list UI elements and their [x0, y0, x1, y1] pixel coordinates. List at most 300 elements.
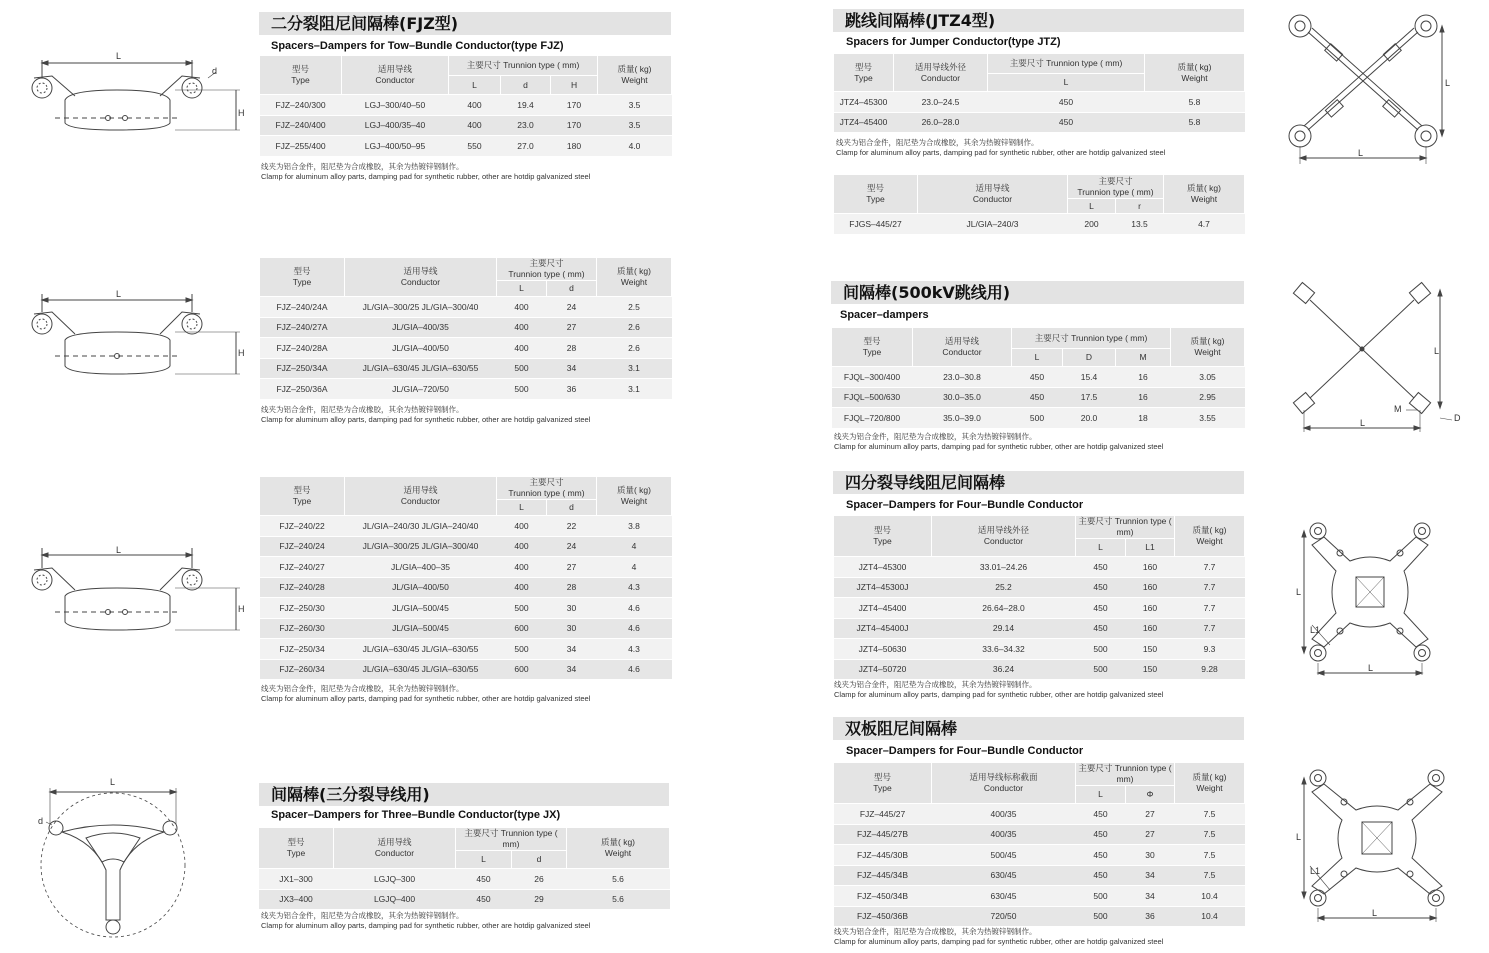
- weight-header: 质量( kg) Weight: [1171, 328, 1245, 367]
- table-cell: 23.0–30.8: [913, 367, 1012, 388]
- table-row: [832, 387, 1245, 408]
- weight-header: 质量( kg) Weight: [1175, 763, 1245, 804]
- weight-header: 质量( kg) Weight: [597, 258, 672, 297]
- table-cell: 16: [1116, 387, 1171, 408]
- table-cell: 200: [1068, 214, 1116, 235]
- dim-L-vertical-label: L: [1434, 346, 1440, 356]
- dimension-col-header: L: [1076, 539, 1126, 557]
- table-cell: JL/GIA–400/50: [345, 338, 497, 359]
- type-header: 型号 Type: [834, 54, 894, 92]
- fjz-title: 二分裂阻尼间隔棒(FJZ型): [259, 12, 671, 35]
- table-cell: FJZ–450/34B: [834, 886, 932, 907]
- dimension-header: 主要尺寸 Trunnion type ( mm): [1076, 516, 1175, 539]
- double-plate-spacer-drawing: [1290, 762, 1465, 927]
- conductor-header: 适用导线 Conductor: [913, 328, 1012, 367]
- table-row: [834, 598, 1245, 619]
- table-cell: 28: [547, 338, 597, 359]
- table-cell: 400: [497, 557, 547, 578]
- table-cell: 25.2: [932, 577, 1076, 598]
- table-cell: FJZ–240/28A: [260, 338, 345, 359]
- table-cell: 4: [597, 557, 672, 578]
- table-cell: 24: [547, 297, 597, 318]
- table-row: [260, 577, 672, 598]
- table-cell: 30: [1126, 845, 1175, 866]
- fjgs-table: [833, 174, 1245, 235]
- table-cell: 36: [547, 379, 597, 400]
- dimension-header: 主要尺寸 Trunnion type ( mm): [1076, 763, 1175, 786]
- table-cell: FJZ–255/400: [260, 136, 342, 157]
- fjql-title: 间隔棒(500kV跳线用): [831, 281, 1244, 304]
- table-cell: 2.95: [1171, 387, 1245, 408]
- table-cell: 5.6: [567, 869, 670, 890]
- conductor-header: 适用导线 Conductor: [345, 477, 497, 516]
- table-row: [260, 536, 672, 557]
- table-cell: 30: [547, 598, 597, 619]
- conductor-header: 适用导线 Conductor: [918, 175, 1068, 214]
- type-header: 型号 Type: [260, 56, 342, 95]
- table-cell: 27: [547, 317, 597, 338]
- table-cell: 720/50: [932, 906, 1076, 927]
- dimension-col-header: r: [1116, 199, 1164, 214]
- table-cell: 3.1: [597, 358, 672, 379]
- table-cell: 450: [456, 889, 512, 910]
- table-cell: 30: [547, 618, 597, 639]
- jx-table: [258, 827, 670, 910]
- dim-L-label: L: [1368, 663, 1374, 673]
- table-cell: FJZ–240/400: [260, 115, 342, 136]
- table-cell: JZT4–45300: [834, 557, 932, 578]
- weight-header: 质量( kg) Weight: [567, 828, 670, 869]
- table-cell: 4.6: [597, 659, 672, 680]
- table-cell: 7.5: [1175, 804, 1245, 825]
- table-cell: 18: [1116, 408, 1171, 429]
- fjz-table: [259, 55, 672, 157]
- table-row: [834, 804, 1245, 825]
- table-cell: 34: [547, 659, 597, 680]
- dim-H-label: H: [238, 108, 245, 118]
- dimension-col-header: H: [551, 76, 598, 95]
- table-cell: 450: [1076, 865, 1126, 886]
- table-row: [834, 845, 1245, 866]
- table-cell: FJZ–445/27: [834, 804, 932, 825]
- table-cell: 150: [1126, 639, 1175, 660]
- weight-header: 质量( kg) Weight: [1164, 175, 1245, 214]
- dimension-col-header: d: [501, 76, 551, 95]
- table-cell: 400: [449, 95, 501, 116]
- table-cell: FJZ–240/27A: [260, 317, 345, 338]
- table-cell: 3.05: [1171, 367, 1245, 388]
- type-header: 型号 Type: [832, 328, 913, 367]
- table-row: [260, 516, 672, 537]
- table-cell: 30.0–35.0: [913, 387, 1012, 408]
- double-plate-subtitle: Spacer–Dampers for Four–Bundle Conductor: [846, 745, 1084, 757]
- table-cell: 3.55: [1171, 408, 1245, 429]
- table-row: [260, 557, 672, 578]
- table-row: [832, 367, 1245, 388]
- table-cell: 7.7: [1175, 577, 1245, 598]
- type-header: 型号 Type: [259, 828, 334, 869]
- table-cell: FJZ–240/28: [260, 577, 345, 598]
- table-cell: 450: [456, 869, 512, 890]
- table-cell: 400: [497, 317, 547, 338]
- table-cell: 34: [1126, 865, 1175, 886]
- table-cell: 29.14: [932, 618, 1076, 639]
- table-cell: 450: [1076, 557, 1126, 578]
- table-cell: 500: [497, 379, 547, 400]
- dim-L-label: L: [1360, 418, 1366, 428]
- table-cell: 400: [497, 536, 547, 557]
- dimension-col-header: d: [547, 281, 597, 297]
- table-cell: 27.0: [501, 136, 551, 157]
- table-cell: 450: [988, 92, 1145, 113]
- table-cell: 34: [1126, 886, 1175, 907]
- table-cell: FJZ–250/34: [260, 639, 345, 660]
- dimension-header: 主要尺寸 Trunnion type ( mm): [497, 258, 597, 281]
- jtz4-table: [833, 53, 1245, 133]
- three-bundle-spacer-drawing: [36, 770, 186, 950]
- table-cell: 600: [497, 659, 547, 680]
- table-cell: 4.6: [597, 618, 672, 639]
- dimension-header: 主要尺寸 Trunnion type ( mm): [988, 54, 1145, 74]
- dim-L-label: L: [116, 51, 122, 61]
- table-cell: 500: [1012, 408, 1063, 429]
- table-cell: JL/GIA–240/3: [918, 214, 1068, 235]
- table-cell: JL/GIA–300/25 JL/GIA–300/40: [345, 297, 497, 318]
- table-cell: JL/GIA–240/30 JL/GIA–240/40: [345, 516, 497, 537]
- jtz4-note: 线夹为铝合金件，阻尼垫为合成橡胶，其余为热镀锌钢制作。 Clamp for aluminum alloy parts, damping pad for synthetic rubber, other are hotdip galvanized steel: [836, 138, 1166, 157]
- table-cell: LGJ–300/40–50: [342, 95, 449, 116]
- table-cell: 160: [1126, 598, 1175, 619]
- table-cell: JTZ4–45300: [834, 92, 894, 113]
- dimension-col-header: Φ: [1126, 786, 1175, 804]
- jtz4-title: 跳线间隔棒(JTZ4型): [833, 9, 1244, 32]
- table-cell: 9.3: [1175, 639, 1245, 660]
- table-cell: 150: [1126, 659, 1175, 680]
- table-cell: 29: [512, 889, 567, 910]
- table-cell: 160: [1126, 618, 1175, 639]
- table-cell: 27: [1126, 804, 1175, 825]
- table-cell: 450: [1076, 804, 1126, 825]
- table-cell: 400: [497, 516, 547, 537]
- table-cell: 170: [551, 95, 598, 116]
- table-cell: 34: [547, 639, 597, 660]
- table-cell: 400/35: [932, 824, 1076, 845]
- fjz-a-table: [259, 257, 672, 400]
- table-cell: FJZ–250/36A: [260, 379, 345, 400]
- table-row: [834, 557, 1245, 578]
- table-cell: 19.4: [501, 95, 551, 116]
- table-cell: 630/45: [932, 865, 1076, 886]
- table-cell: 450: [1076, 618, 1126, 639]
- table-cell: 400/35: [932, 804, 1076, 825]
- table-row: [834, 112, 1245, 133]
- dimension-col-header: L: [497, 281, 547, 297]
- four-bundle-note: 线夹为铝合金件，阻尼垫为合成橡胶，其余为热镀锌钢制作。 Clamp for aluminum alloy parts, damping pad for synthetic rubber, other are hotdip galvanized steel: [834, 680, 1164, 699]
- table-cell: LGJQ–400: [334, 889, 456, 910]
- table-cell: 13.5: [1116, 214, 1164, 235]
- table-cell: 550: [449, 136, 501, 157]
- table-cell: 36.24: [932, 659, 1076, 680]
- jtz4-subtitle: Spacers for Jumper Conductor(type JTZ): [846, 36, 1061, 48]
- dim-L-vertical-label: L: [1296, 832, 1302, 842]
- two-bundle-spacer-drawing-2: [20, 290, 250, 390]
- table-cell: 7.7: [1175, 598, 1245, 619]
- table-cell: FJQL–300/400: [832, 367, 913, 388]
- table-cell: 22: [547, 516, 597, 537]
- table-cell: 5.8: [1145, 112, 1245, 133]
- jumper-spacer-x-drawing-1: [1278, 8, 1458, 168]
- table-cell: 2.5: [597, 297, 672, 318]
- table-cell: 4.0: [598, 136, 672, 157]
- table-cell: 500: [1076, 639, 1126, 660]
- dim-L1-label: L1: [1310, 625, 1321, 635]
- fjql-note: 线夹为铝合金件，阻尼垫为合成橡胶，其余为热镀锌钢制作。 Clamp for aluminum alloy parts, damping pad for synthetic rubber, other are hotdip galvanized steel: [834, 432, 1164, 451]
- table-row: [260, 95, 672, 116]
- table-cell: 500: [1076, 906, 1126, 927]
- jx-subtitle: Spacer–Dampers for Three–Bundle Conductor(type JX): [271, 809, 561, 821]
- fjz-subtitle: Spacers–Dampers for Tow–Bundle Conductor(type FJZ): [271, 40, 564, 52]
- table-cell: 7.5: [1175, 865, 1245, 886]
- dimension-col-header: L: [988, 74, 1145, 92]
- table-cell: JL/GIA–720/50: [345, 379, 497, 400]
- weight-header: 质量( kg) Weight: [1145, 54, 1245, 92]
- table-cell: 4.3: [597, 639, 672, 660]
- table-cell: 2.6: [597, 338, 672, 359]
- conductor-header: 适用导线标称截面 Conductor: [932, 763, 1076, 804]
- table-cell: 4.3: [597, 577, 672, 598]
- table-cell: JX1–300: [259, 869, 334, 890]
- table-cell: 4.6: [597, 598, 672, 619]
- dimension-header: 主要尺寸 Trunnion type ( mm): [497, 477, 597, 500]
- table-cell: 36: [1126, 906, 1175, 927]
- table-cell: 4: [597, 536, 672, 557]
- dim-L-label: L: [1372, 908, 1378, 918]
- four-bundle-subtitle: Spacer–Dampers for Four–Bundle Conductor: [846, 499, 1084, 511]
- table-cell: JL/GIA–400/35: [345, 317, 497, 338]
- table-cell: 450: [1076, 598, 1126, 619]
- table-cell: 27: [1126, 824, 1175, 845]
- table-cell: 17.5: [1063, 387, 1116, 408]
- table-cell: JL/GIA–500/45: [345, 598, 497, 619]
- dim-H-label: H: [238, 348, 245, 358]
- dim-d-label: d: [38, 816, 44, 826]
- table-cell: 3.5: [598, 115, 672, 136]
- table-cell: 500: [497, 598, 547, 619]
- dimension-col-header: L: [497, 500, 547, 516]
- table-row: [832, 408, 1245, 429]
- table-cell: 400: [497, 577, 547, 598]
- table-cell: JL/GIA–300/25 JL/GIA–300/40: [345, 536, 497, 557]
- table-row: [260, 618, 672, 639]
- table-cell: JZT4–50630: [834, 639, 932, 660]
- table-row: [834, 577, 1245, 598]
- fjz-a-note: 线夹为铝合金件，阻尼垫为合成橡胶，其余为热镀锌钢制作。 Clamp for aluminum alloy parts, damping pad for synthetic rubber, other are hotdip galvanized steel: [261, 405, 591, 424]
- table-cell: FJZ–240/27: [260, 557, 345, 578]
- type-header: 型号 Type: [834, 175, 918, 214]
- dimension-header: 主要尺寸 Trunnion type ( mm): [1068, 175, 1164, 199]
- dimension-col-header: L: [449, 76, 501, 95]
- table-cell: 450: [1076, 577, 1126, 598]
- fjz-b-note: 线夹为铝合金件，阻尼垫为合成橡胶，其余为热镀锌钢制作。 Clamp for aluminum alloy parts, damping pad for synthetic rubber, other are hotdip galvanized steel: [261, 684, 591, 703]
- conductor-header: 适用导线外径 Conductor: [932, 516, 1076, 557]
- table-row: [259, 889, 670, 910]
- table-cell: 400: [449, 115, 501, 136]
- table-cell: 26.0–28.0: [894, 112, 988, 133]
- double-plate-title: 双板阻尼间隔棒: [833, 717, 1244, 740]
- dim-H-label: H: [238, 604, 245, 614]
- double-plate-table: [833, 762, 1245, 927]
- dim-L-label: L: [1358, 148, 1364, 158]
- dimension-header: 主要尺寸 Trunnion type ( mm): [449, 56, 598, 76]
- table-cell: 10.4: [1175, 906, 1245, 927]
- dim-L-vertical-label: L: [1296, 587, 1302, 597]
- table-cell: FJZ–445/34B: [834, 865, 932, 886]
- table-cell: 3.1: [597, 379, 672, 400]
- table-cell: 26.64–28.0: [932, 598, 1076, 619]
- table-cell: FJZ–250/30: [260, 598, 345, 619]
- table-cell: 7.5: [1175, 845, 1245, 866]
- table-cell: 28: [547, 577, 597, 598]
- table-cell: 500: [497, 358, 547, 379]
- table-row: [834, 886, 1245, 907]
- table-cell: JTZ4–45400: [834, 112, 894, 133]
- table-row: [259, 869, 670, 890]
- type-header: 型号 Type: [260, 477, 345, 516]
- double-plate-note: 线夹为铝合金件，阻尼垫为合成橡胶，其余为热镀锌钢制作。 Clamp for aluminum alloy parts, damping pad for synthetic rubber, other are hotdip galvanized steel: [834, 927, 1164, 946]
- table-row: [260, 659, 672, 680]
- fjz-b-table: [259, 476, 672, 680]
- conductor-header: 适用导线 Conductor: [334, 828, 456, 869]
- dimension-col-header: L: [1012, 349, 1063, 367]
- table-cell: 400: [497, 338, 547, 359]
- weight-header: 质量( kg) Weight: [598, 56, 672, 95]
- table-cell: 26: [512, 869, 567, 890]
- dimension-col-header: D: [1063, 349, 1116, 367]
- table-cell: 35.0–39.0: [913, 408, 1012, 429]
- two-bundle-spacer-drawing-1: [20, 48, 250, 158]
- table-row: [260, 136, 672, 157]
- jx-note: 线夹为铝合金件，阻尼垫为合成橡胶，其余为热镀锌钢制作。 Clamp for aluminum alloy parts, damping pad for synthetic rubber, other are hotdip galvanized steel: [261, 911, 591, 930]
- dimension-col-header: L: [1076, 786, 1126, 804]
- table-cell: 34: [547, 358, 597, 379]
- weight-header: 质量( kg) Weight: [1175, 516, 1245, 557]
- table-cell: 9.28: [1175, 659, 1245, 680]
- table-cell: LGJQ–300: [334, 869, 456, 890]
- table-cell: JL/GIA–500/45: [345, 618, 497, 639]
- table-cell: 160: [1126, 577, 1175, 598]
- dim-D-label: D: [1454, 413, 1461, 423]
- table-cell: FJQL–500/630: [832, 387, 913, 408]
- dimension-header: 主要尺寸 Trunnion type ( mm): [1012, 328, 1171, 349]
- table-cell: 27: [547, 557, 597, 578]
- table-cell: 500/45: [932, 845, 1076, 866]
- table-cell: FJZ–260/30: [260, 618, 345, 639]
- dim-M-label: M: [1394, 404, 1402, 414]
- table-row: [834, 906, 1245, 927]
- table-cell: LGJ–400/35–40: [342, 115, 449, 136]
- table-cell: 7.7: [1175, 618, 1245, 639]
- table-cell: 20.0: [1063, 408, 1116, 429]
- table-cell: FJGS–445/27: [834, 214, 918, 235]
- table-cell: JL/GIA–630/45 JL/GIA–630/55: [345, 358, 497, 379]
- table-cell: 16: [1116, 367, 1171, 388]
- table-row: [260, 598, 672, 619]
- table-cell: JZT4–45400J: [834, 618, 932, 639]
- four-bundle-spacer-drawing: [1290, 515, 1465, 680]
- table-row: [260, 379, 672, 400]
- table-cell: FJZ–240/300: [260, 95, 342, 116]
- table-cell: JL/GIA–400–35: [345, 557, 497, 578]
- table-row: [834, 92, 1245, 113]
- table-row: [260, 297, 672, 318]
- table-row: [260, 338, 672, 359]
- dim-L-label: L: [116, 289, 122, 299]
- conductor-header: 适用导线 Conductor: [342, 56, 449, 95]
- table-cell: FJQL–720/800: [832, 408, 913, 429]
- table-row: [834, 618, 1245, 639]
- table-cell: 630/45: [932, 886, 1076, 907]
- table-cell: 160: [1126, 557, 1175, 578]
- table-cell: 33.01–24.26: [932, 557, 1076, 578]
- conductor-header: 适用导线外径 Conductor: [894, 54, 988, 92]
- table-row: [260, 358, 672, 379]
- table-cell: JL/GIA–630/45 JL/GIA–630/55: [345, 659, 497, 680]
- two-bundle-spacer-drawing-3: [20, 544, 250, 644]
- table-row: [834, 824, 1245, 845]
- type-header: 型号 Type: [834, 516, 932, 557]
- table-cell: FJZ–450/36B: [834, 906, 932, 927]
- dimension-col-header: d: [512, 851, 567, 869]
- table-cell: FJZ–240/24A: [260, 297, 345, 318]
- dimension-col-header: L1: [1126, 539, 1175, 557]
- dim-L-label: L: [116, 545, 122, 555]
- table-cell: 10.4: [1175, 886, 1245, 907]
- table-cell: JZT4–45300J: [834, 577, 932, 598]
- dim-L-label: L: [110, 777, 116, 787]
- table-row: [834, 865, 1245, 886]
- fjz-note: 线夹为铝合金件，阻尼垫为合成橡胶，其余为热镀锌钢制作。 Clamp for aluminum alloy parts, damping pad for synthetic rubber, other are hotdip galvanized steel: [261, 162, 591, 181]
- table-row: [260, 317, 672, 338]
- table-cell: 500: [1076, 886, 1126, 907]
- table-cell: JZT4–50720: [834, 659, 932, 680]
- four-bundle-title: 四分裂导线阻尼间隔棒: [833, 471, 1244, 494]
- table-row: [834, 214, 1245, 235]
- table-cell: 450: [1012, 387, 1063, 408]
- dim-L1-label: L1: [1310, 866, 1321, 876]
- jx-title: 间隔棒(三分裂导线用): [259, 783, 669, 806]
- table-cell: FJZ–445/30B: [834, 845, 932, 866]
- table-cell: 23.0–24.5: [894, 92, 988, 113]
- dimension-col-header: M: [1116, 349, 1171, 367]
- table-cell: 500: [1076, 659, 1126, 680]
- table-cell: FJZ–240/22: [260, 516, 345, 537]
- table-cell: 600: [497, 618, 547, 639]
- table-cell: LGJ–400/50–95: [342, 136, 449, 157]
- dim-L-vertical-label: L: [1445, 78, 1451, 88]
- dimension-col-header: L: [456, 851, 512, 869]
- dimension-header: 主要尺寸 Trunnion type ( mm): [456, 828, 567, 851]
- table-cell: FJZ–240/24: [260, 536, 345, 557]
- table-cell: 450: [1012, 367, 1063, 388]
- table-cell: 3.8: [597, 516, 672, 537]
- table-cell: 450: [1076, 824, 1126, 845]
- table-cell: JL/GIA–400/50: [345, 577, 497, 598]
- weight-header: 质量( kg) Weight: [597, 477, 672, 516]
- table-cell: JL/GIA–630/45 JL/GIA–630/55: [345, 639, 497, 660]
- table-cell: FJZ–260/34: [260, 659, 345, 680]
- table-cell: FJZ–445/27B: [834, 824, 932, 845]
- jumper-spacer-x-drawing-2: [1290, 280, 1470, 440]
